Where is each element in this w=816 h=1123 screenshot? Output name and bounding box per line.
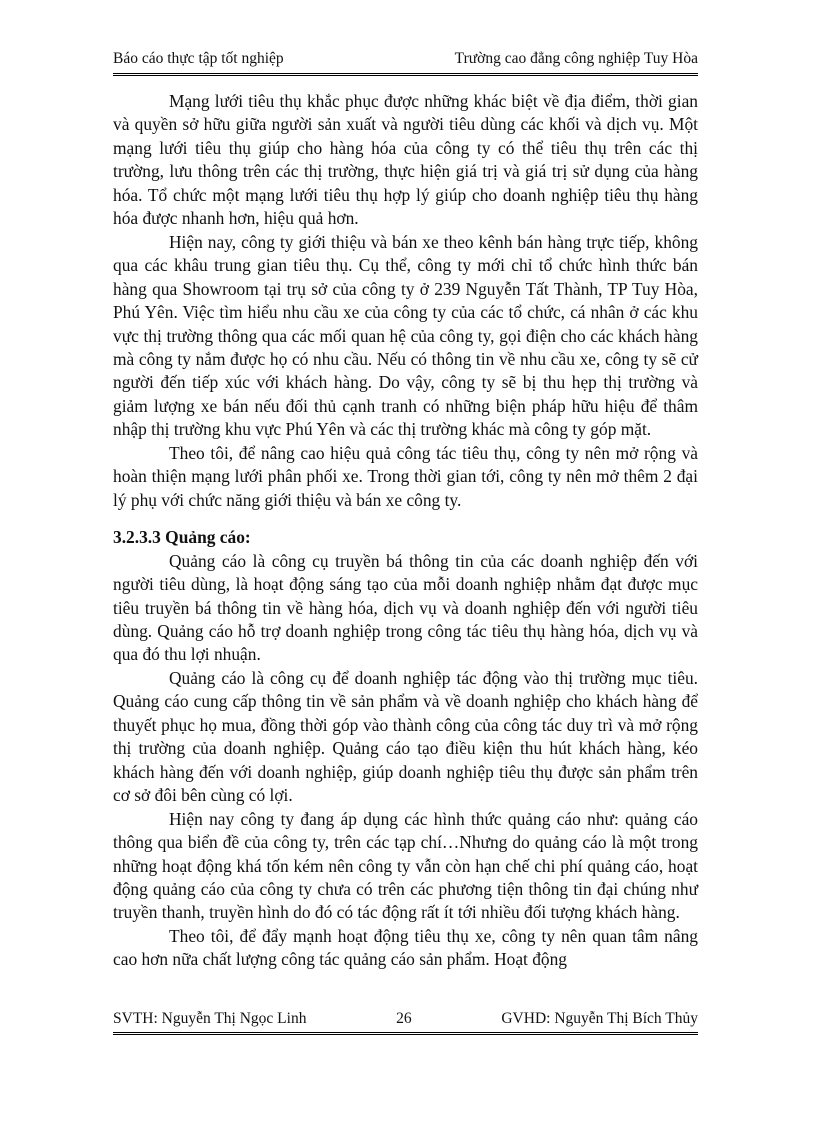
- header-report-title: Báo cáo thực tập tốt nghiệp: [113, 50, 284, 67]
- paragraph-current-sales-channel: Hiện nay, công ty giới thiệu và bán xe theo kênh bán hàng trực tiếp, không qua các khâu trung gian tiêu thụ. Cụ thể, công ty mới chỉ tổ chức hình thức bán hàng qua Showroom tại trụ sở của công ty ở 239 Nguyễn Tất Thành, TP Tuy Hòa, Phú Yên. Việc tìm hiểu nhu cầu xe của công ty của các tổ chức, cá nhân ở các khu vực thị trường thông qua các mối quan hệ của công ty, gọi điện cho các khách hàng mà công ty nắm được họ có nhu cầu. Nếu có thông tin về nhu cầu xe, công ty sẽ cử người đến tiếp xúc với khách hàng. Do vậy, công ty sẽ bị thu hẹp thị trường và giảm lượng xe bán nếu đối thủ cạnh tranh có những biện pháp hữu hiệu để thâm nhập thị trường khu vực Phú Yên và các thị trường khác mà công ty góp mặt.: [113, 231, 698, 440]
- paragraph-advertising-recommendation: Theo tôi, để đẩy mạnh hoạt động tiêu thụ xe, công ty nên quan tâm nâng cao hơn nữa chất lượng công tác quảng cáo sản phẩm. Hoạt động: [113, 925, 698, 970]
- paragraph-advertising-definition: Quảng cáo là công cụ truyền bá thông tin của các doanh nghiệp đến với người tiêu dùng, là hoạt động sáng tạo của mỗi doanh nghiệp nhằm đạt được mục tiêu truyền bá thông tin về hàng hóa, dịch vụ và doanh nghiệp đến với người tiêu dùng. Quảng cáo hỗ trợ doanh nghiệp trong công tác tiêu thụ hàng hóa, dịch vụ và qua đó thu lợi nhuận.: [113, 550, 698, 665]
- paragraph-advertising-role: Quảng cáo là công cụ để doanh nghiệp tác động vào thị trường mục tiêu. Quảng cáo cung cấp thông tin về sản phẩm và về doanh nghiệp cho khách hàng để thuyết phục họ mua, đồng thời góp vào thành công của công tác duy trì và mở rộng thị trường của doanh nghiệp. Quảng cáo tạo điều kiện thu hút khách hàng, kéo khách hàng đến với doanh nghiệp, giúp doanh nghiệp tiêu thụ được sản phẩm trên cơ sở đôi bên cùng có lợi.: [113, 667, 698, 806]
- paragraph-distribution-recommendation: Theo tôi, để nâng cao hiệu quả công tác tiêu thụ, công ty nên mở rộng và hoàn thiện mạng lưới phân phối xe. Trong thời gian tới, công ty nên mở thêm 2 đại lý phụ với chức năng giới thiệu và bán xe công ty.: [113, 442, 698, 510]
- page-number: 26: [396, 1010, 412, 1027]
- section-heading-advertising: 3.2.3.3 Quảng cáo:: [113, 527, 251, 548]
- footer-student: SVTH: Nguyễn Thị Ngọc Linh: [113, 1010, 307, 1027]
- paragraph-current-advertising: Hiện nay công ty đang áp dụng các hình thức quảng cáo như: quảng cáo thông qua biển đề của công ty, trên các tạp chí…Nhưng do quảng cáo là một trong những hoạt động khá tốn kém nên công ty vẫn còn hạn chế chi phí quảng cáo, hoạt động quảng cáo của công ty chưa có trên các phương tiện thông tin đại chúng như truyền thanh, truyền hình do đó có tác động rất ít tới nhiều đối tượng khách hàng.: [113, 808, 698, 923]
- paragraph-distribution-network: Mạng lưới tiêu thụ khắc phục được những khác biệt về địa điểm, thời gian và quyền sở hữu giữa người sản xuất và người tiêu dùng các khối và dịch vụ. Một mạng lưới tiêu thụ giúp cho hàng hóa của công ty có thể tiêu thụ trên các thị trường, lưu thông trên các thị trường, thực hiện giá trị và giá trị sử dụng của hàng hóa. Tổ chức một mạng lưới tiêu thụ hợp lý giúp cho doanh nghiệp tiêu thụ hàng hóa được nhanh hơn, hiệu quả hơn.: [113, 91, 698, 229]
- page-header: [113, 47, 698, 76]
- footer-advisor: GVHD: Nguyễn Thị Bích Thủy: [501, 1010, 698, 1027]
- page-footer: [113, 1008, 698, 1035]
- header-school-name: Trường cao đẳng công nghiệp Tuy Hòa: [454, 50, 698, 67]
- page-body: [113, 90, 698, 972]
